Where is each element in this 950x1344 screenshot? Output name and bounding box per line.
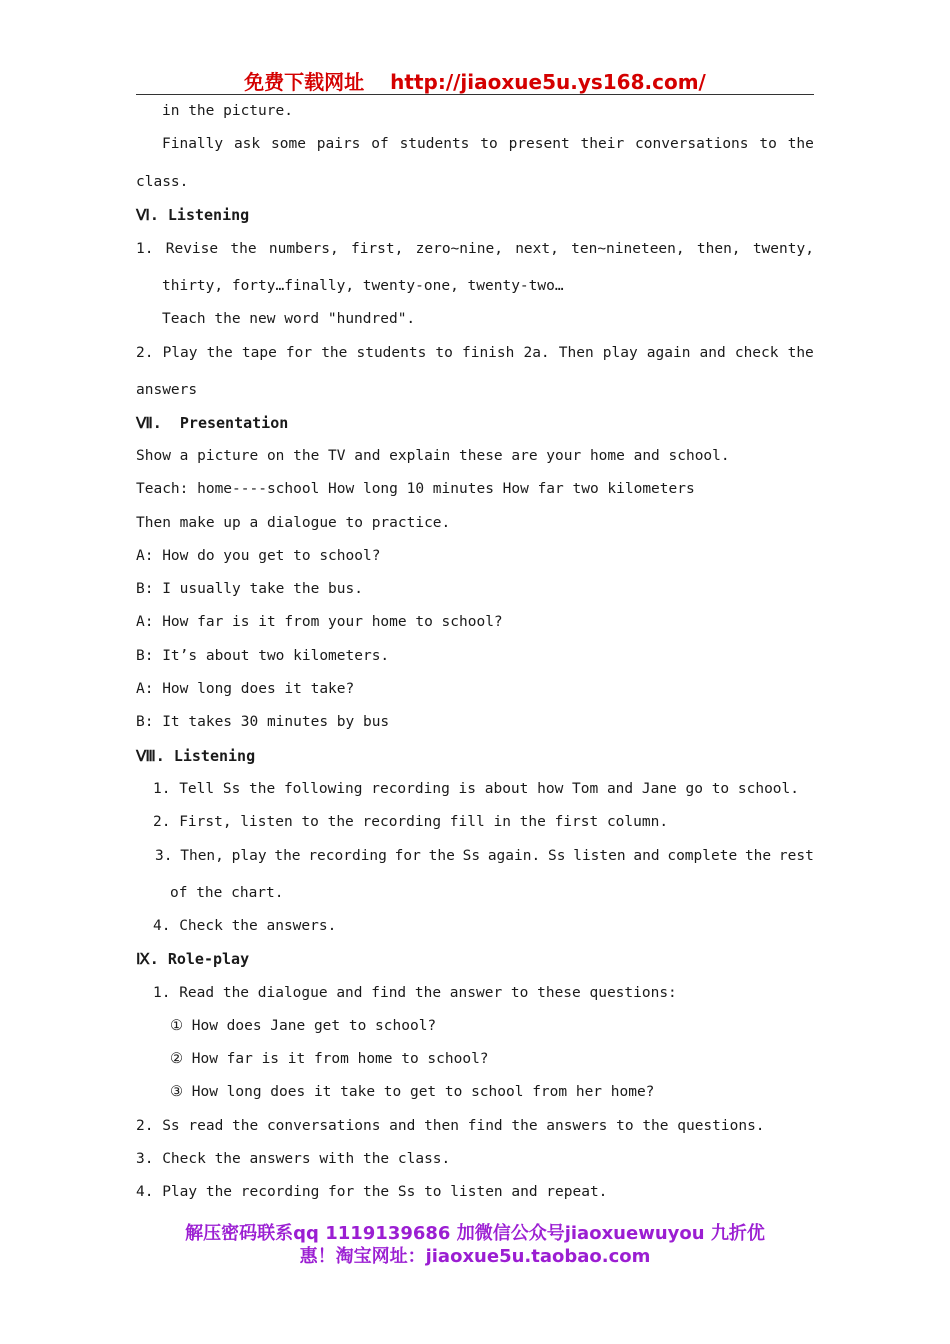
question-item: ① How does Jane get to school?	[170, 1018, 437, 1034]
word: students	[399, 136, 470, 152]
text-line: class.	[136, 174, 189, 190]
word: the	[787, 345, 814, 361]
word: Ss	[547, 848, 566, 864]
list-item: 4. Play the recording for the Ss to listen and repeat.	[136, 1184, 608, 1200]
word: and	[699, 345, 726, 361]
section-number: Ⅷ.	[136, 747, 165, 765]
word: rest	[778, 848, 814, 864]
word: first,	[350, 241, 404, 257]
word: their	[580, 136, 625, 152]
word: listen	[573, 848, 626, 864]
dialogue-line: B: It’s about two kilometers.	[136, 648, 390, 664]
section-heading-7	[136, 414, 288, 432]
text-line: Then make up a dialogue to practice.	[136, 515, 451, 531]
site-name: 免费下载网址	[244, 70, 365, 94]
footer-line-1: 解压密码联系qq 1119139686 加微信公众号jiaoxuewuyou 九折优	[185, 1223, 765, 1244]
list-item: 1. Tell Ss the following recording is about how Tom and Jane go to school.	[153, 781, 800, 797]
word: Ss	[462, 848, 481, 864]
word: Then	[558, 345, 594, 361]
justified-line	[155, 847, 814, 865]
section-title: Presentation	[179, 414, 289, 432]
word: then,	[696, 241, 741, 257]
word: the	[230, 241, 257, 257]
word: play	[231, 848, 267, 864]
text-line: thirty, forty…finally, twenty-one, twenty-two…	[162, 278, 564, 294]
word: to	[759, 136, 777, 152]
word: numbers,	[268, 241, 339, 257]
word: next,	[515, 241, 559, 257]
word: 3.	[155, 848, 173, 864]
section-heading-6	[136, 206, 249, 224]
word: students	[356, 345, 427, 361]
word: Revise	[165, 241, 219, 257]
justified-line	[162, 135, 814, 153]
section-heading-8	[136, 747, 255, 765]
section-heading-9	[136, 950, 249, 968]
question-item: ② How far is it from home to school?	[170, 1051, 489, 1067]
dialogue-line: B: It takes 30 minutes by bus	[136, 714, 390, 730]
section-title: Listening	[173, 747, 256, 765]
word: Finally	[162, 136, 224, 152]
word: conversations	[635, 136, 749, 152]
section-number: Ⅵ.	[136, 206, 159, 224]
list-item: 2. First, listen to the recording fill in the first column.	[153, 814, 669, 830]
section-number: Ⅶ.	[136, 414, 162, 432]
word: ten~nineteen,	[571, 241, 685, 257]
page-header	[136, 66, 814, 95]
list-item: 1. Read the dialogue and find the answer to these questions:	[153, 985, 677, 1001]
word: and	[633, 848, 660, 864]
section-title: Role-play	[167, 950, 250, 968]
word: to	[435, 345, 453, 361]
word: the	[787, 136, 814, 152]
word: for	[285, 345, 313, 361]
word: the	[744, 848, 772, 864]
footer-line-2: 惠！淘宝网址：jiaoxue5u.taobao.com	[299, 1246, 651, 1267]
text-line: of the chart.	[170, 885, 284, 901]
word: 1.	[136, 241, 154, 257]
word: tape	[241, 345, 277, 361]
word: the	[428, 848, 455, 864]
word: pairs	[316, 136, 361, 152]
word: finish	[461, 345, 515, 361]
word: recording	[308, 848, 387, 864]
dialogue-line: A: How do you get to school?	[136, 548, 381, 564]
word: check	[734, 345, 779, 361]
text-line: answers	[136, 382, 198, 398]
word: the	[206, 345, 233, 361]
word: of	[371, 136, 389, 152]
header-url[interactable]: http://jiaoxue5u.ys168.com/	[390, 70, 706, 94]
justified-line	[136, 344, 814, 362]
word: zero~nine,	[415, 241, 503, 257]
word: Play	[162, 345, 198, 361]
question-item: ③ How long does it take to get to school from her home?	[170, 1084, 655, 1100]
word: the	[321, 345, 348, 361]
word: Then,	[180, 848, 224, 864]
word: ask	[233, 136, 261, 152]
dialogue-line: B: I usually take the bus.	[136, 581, 363, 597]
justified-line	[136, 240, 814, 258]
word: some	[271, 136, 306, 152]
section-title: Listening	[167, 206, 250, 224]
dialogue-line: A: How long does it take?	[136, 681, 355, 697]
word: present	[508, 136, 570, 152]
word: twenty,	[752, 241, 814, 257]
word: again	[646, 345, 691, 361]
text-line: Show a picture on the TV and explain these are your home and school.	[136, 448, 730, 464]
word: again.	[487, 848, 541, 864]
word: play	[602, 345, 638, 361]
word: 2a.	[523, 345, 550, 361]
list-item: 2. Ss read the conversations and then find the answers to the questions.	[136, 1118, 765, 1134]
section-number: Ⅸ.	[136, 950, 159, 968]
text-line: Teach the new word "hundred".	[162, 311, 416, 327]
list-item: 4. Check the answers.	[153, 918, 337, 934]
word: to	[480, 136, 498, 152]
word: 2.	[136, 345, 154, 361]
word: the	[274, 848, 301, 864]
word: for	[394, 848, 421, 864]
text-line: Teach: home----school How long 10 minutes How far two kilometers	[136, 481, 695, 497]
text-line: in the picture.	[162, 103, 293, 119]
word: complete	[667, 848, 738, 864]
list-item: 3. Check the answers with the class.	[136, 1151, 451, 1167]
dialogue-line: A: How far is it from your home to school?	[136, 614, 503, 630]
